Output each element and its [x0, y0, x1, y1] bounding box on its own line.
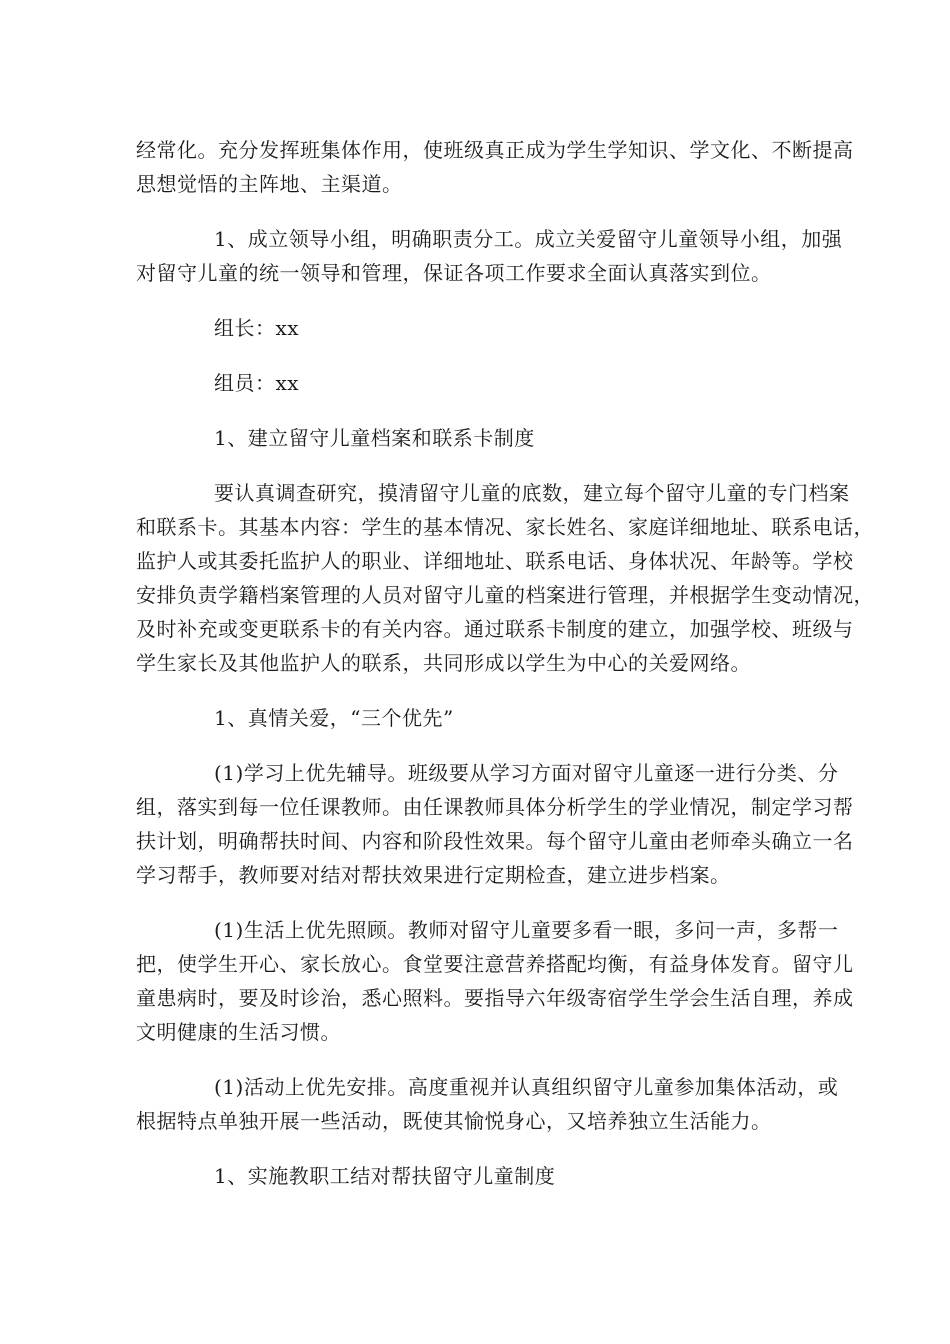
text-line: 扶计划，明确帮扶时间、内容和阶段性效果。每个留守儿童由老师牵头确立一名	[136, 829, 854, 853]
text-line: (1)活动上优先安排。高度重视并认真组织留守儿童参加集体活动，或	[214, 1075, 839, 1099]
text-line: 1、实施教职工结对帮扶留守儿童制度	[214, 1164, 556, 1188]
text-line: 及时补充或变更联系卡的有关内容。通过联系卡制度的建立，加强学校、班级与	[136, 617, 854, 641]
text-line: 组，落实到每一位任课教师。由任课教师具体分析学生的学业情况，制定学习帮	[136, 795, 854, 819]
text-line: 根据特点单独开展一些活动，既使其愉悦身心，又培养独立生活能力。	[136, 1109, 772, 1133]
text-line: 监护人或其委托监护人的职业、详细地址、联系电话、身体状况、年龄等。学校	[136, 549, 854, 573]
text-line: 要认真调查研究，摸清留守儿童的底数，建立每个留守儿童的专门档案	[214, 481, 850, 505]
paragraph-2	[136, 222, 843, 290]
paragraph-10	[136, 1070, 839, 1138]
text-line: 学习帮手，教师要对结对帮扶效果进行定期检查，建立进步档案。	[136, 863, 731, 887]
text-line: 1、真情关爱，“三个优先”	[214, 706, 454, 730]
text-line: 1、建立留守儿童档案和联系卡制度	[214, 426, 535, 450]
paragraph-8	[136, 756, 854, 892]
text-line: (1)生活上优先照顾。教师对留守儿童要多看一眼，多问一声，多帮一	[214, 918, 839, 942]
paragraph-3	[136, 311, 826, 345]
document-body	[136, 133, 874, 1214]
text-line: (1)学习上优先辅导。班级要从学习方面对留守儿童逐一进行分类、分	[214, 761, 839, 785]
paragraph-5	[136, 421, 826, 455]
text-line: 组员：xx	[214, 371, 300, 395]
paragraph-11	[136, 1159, 826, 1193]
text-line: 安排负责学籍档案管理的人员对留守儿童的档案进行管理，并根据学生变动情况，	[136, 583, 874, 607]
paragraph-7	[136, 701, 826, 735]
paragraph-9	[136, 913, 854, 1049]
paragraph-6	[136, 476, 874, 680]
text-line: 童患病时，要及时诊治，悉心照料。要指导六年级寄宿学生学会生活自理，养成	[136, 986, 854, 1010]
text-line: 学生家长及其他监护人的联系，共同形成以学生为中心的关爱网络。	[136, 651, 751, 675]
text-line: 和联系卡。其基本内容：学生的基本情况、家长姓名、家庭详细地址、联系电话，	[136, 515, 874, 539]
text-line: 思想觉悟的主阵地、主渠道。	[136, 172, 403, 196]
text-line: 文明健康的生活习惯。	[136, 1020, 341, 1044]
text-line: 1、成立领导小组，明确职责分工。成立关爱留守儿童领导小组，加强	[214, 227, 843, 251]
text-line: 组长：xx	[214, 316, 300, 340]
text-line: 把，使学生开心、家长放心。食堂要注意营养搭配均衡，有益身体发育。留守儿	[136, 952, 854, 976]
text-line: 经常化。充分发挥班集体作用，使班级真正成为学生学知识、学文化、不断提高	[136, 138, 854, 162]
paragraph-4	[136, 366, 826, 400]
paragraph-1	[136, 133, 854, 201]
text-line: 对留守儿童的统一领导和管理，保证各项工作要求全面认真落实到位。	[136, 261, 772, 285]
